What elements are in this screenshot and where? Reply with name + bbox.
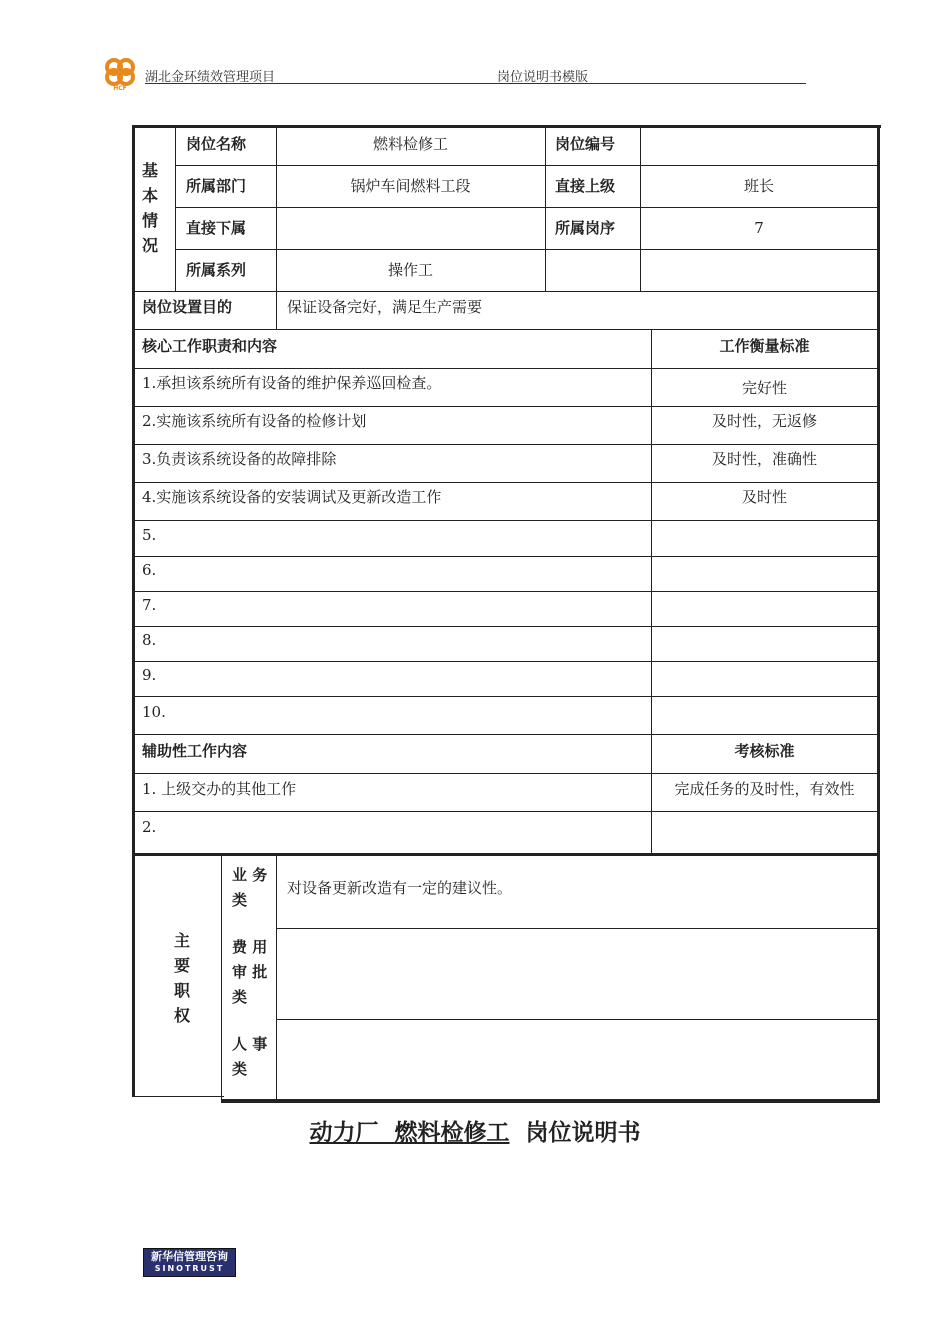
divider <box>276 128 277 330</box>
divider <box>175 207 878 208</box>
divider <box>276 928 878 929</box>
frame-left-lower <box>132 853 135 1097</box>
superior-label: 直接上级 <box>555 177 616 195</box>
core-header-left: 核心工作职责和内容 <box>142 337 278 355</box>
divider <box>175 128 176 292</box>
header-doc-type: 岗位说明书模版 <box>497 70 589 85</box>
sequence-label: 所属岗序 <box>555 219 616 237</box>
divider <box>175 165 878 166</box>
divider <box>175 249 878 250</box>
company-logo <box>101 55 139 91</box>
divider <box>135 661 878 662</box>
core-row-standard: 及时性，准确性 <box>711 450 817 468</box>
series-label: 所属系列 <box>186 261 247 279</box>
header-rule <box>145 83 806 84</box>
core-row-content: 8. <box>142 631 157 649</box>
consultant-logo-cn: 新华信管理咨询 <box>151 1250 228 1263</box>
divider <box>135 368 878 369</box>
divider <box>545 128 546 292</box>
divider <box>135 773 878 774</box>
core-header-right: 工作衡量标准 <box>719 337 810 355</box>
dept-value: 锅炉车间燃料工段 <box>350 177 471 195</box>
divider <box>135 482 878 483</box>
aux-row-content: 2. <box>142 818 157 836</box>
subordinate-label: 直接下属 <box>186 219 247 237</box>
core-row-standard: 及时性，无返修 <box>711 412 817 430</box>
purpose-value: 保证设备完好，满足生产需要 <box>287 298 483 316</box>
core-row-standard: 及时性 <box>741 488 787 506</box>
personnel-authority-label: 人 事 类 <box>232 1035 268 1078</box>
core-row-content: 3.负责该系统设备的故障排除 <box>142 450 337 468</box>
frame-bottom <box>221 1099 880 1103</box>
superior-value: 班长 <box>743 177 774 195</box>
divider <box>135 329 878 330</box>
post-name-value: 燃料检修工 <box>372 135 448 153</box>
core-row-content: 7. <box>142 596 157 614</box>
authority-section-label: 主 要 职 权 <box>173 931 190 1025</box>
divider <box>135 626 878 627</box>
divider <box>276 1019 878 1020</box>
business-authority-value: 对设备更新改造有一定的建议性。 <box>287 879 513 897</box>
title-post: 燃料检修工 <box>394 1120 510 1146</box>
divider <box>135 520 878 521</box>
post-code-label: 岗位编号 <box>555 135 616 153</box>
authority-top-rule <box>132 853 880 856</box>
basic-section-label: 基 本 情 况 <box>141 161 158 255</box>
core-row-content: 2.实施该系统所有设备的检修计划 <box>142 412 367 430</box>
divider <box>135 291 878 292</box>
frame-left <box>132 125 135 855</box>
document-title <box>0 1114 950 1147</box>
header-project-name: 湖北金环绩效管理项目 <box>145 70 276 85</box>
divider <box>135 556 878 557</box>
series-value: 操作工 <box>387 261 433 279</box>
business-authority-label: 业 务 类 <box>232 866 268 909</box>
title-suffix: 岗位说明书 <box>509 1120 641 1146</box>
frame-top <box>132 125 881 128</box>
post-name-label: 岗位名称 <box>186 135 247 153</box>
logo-text: HCF <box>113 85 127 91</box>
core-row-content: 1.承担该系统所有设备的维护保养巡回检查。 <box>142 374 442 392</box>
core-row-content: 4.实施该系统设备的安装调试及更新改造工作 <box>142 488 442 506</box>
frame-bottom-left <box>132 1096 224 1097</box>
dept-label: 所属部门 <box>186 177 247 195</box>
aux-header-left: 辅助性工作内容 <box>142 742 248 760</box>
aux-header-right: 考核标准 <box>734 742 795 760</box>
divider <box>640 128 641 292</box>
divider <box>135 696 878 697</box>
aux-row-standard: 完成任务的及时性，有效性 <box>674 780 855 798</box>
title-prefix: 动力厂 <box>309 1120 395 1146</box>
core-row-content: 6. <box>142 561 157 579</box>
core-row-content: 9. <box>142 666 157 684</box>
core-row-content: 5. <box>142 526 157 544</box>
divider <box>221 856 222 1100</box>
consultant-logo <box>143 1248 236 1277</box>
divider <box>135 591 878 592</box>
frame-right <box>877 125 880 1103</box>
aux-row-content: 1. 上级交办的其他工作 <box>142 780 297 798</box>
sequence-value: 7 <box>754 219 764 237</box>
divider <box>135 406 878 407</box>
core-row-standard: 完好性 <box>741 379 787 397</box>
divider <box>135 444 878 445</box>
consultant-logo-en: SINOTRUST <box>154 1264 225 1273</box>
expense-authority-label: 费 用 审 批 类 <box>232 938 268 1006</box>
divider <box>135 734 878 735</box>
divider <box>276 856 277 1100</box>
purpose-label: 岗位设置目的 <box>142 298 233 316</box>
divider <box>135 811 878 812</box>
core-row-content: 10. <box>142 703 166 721</box>
